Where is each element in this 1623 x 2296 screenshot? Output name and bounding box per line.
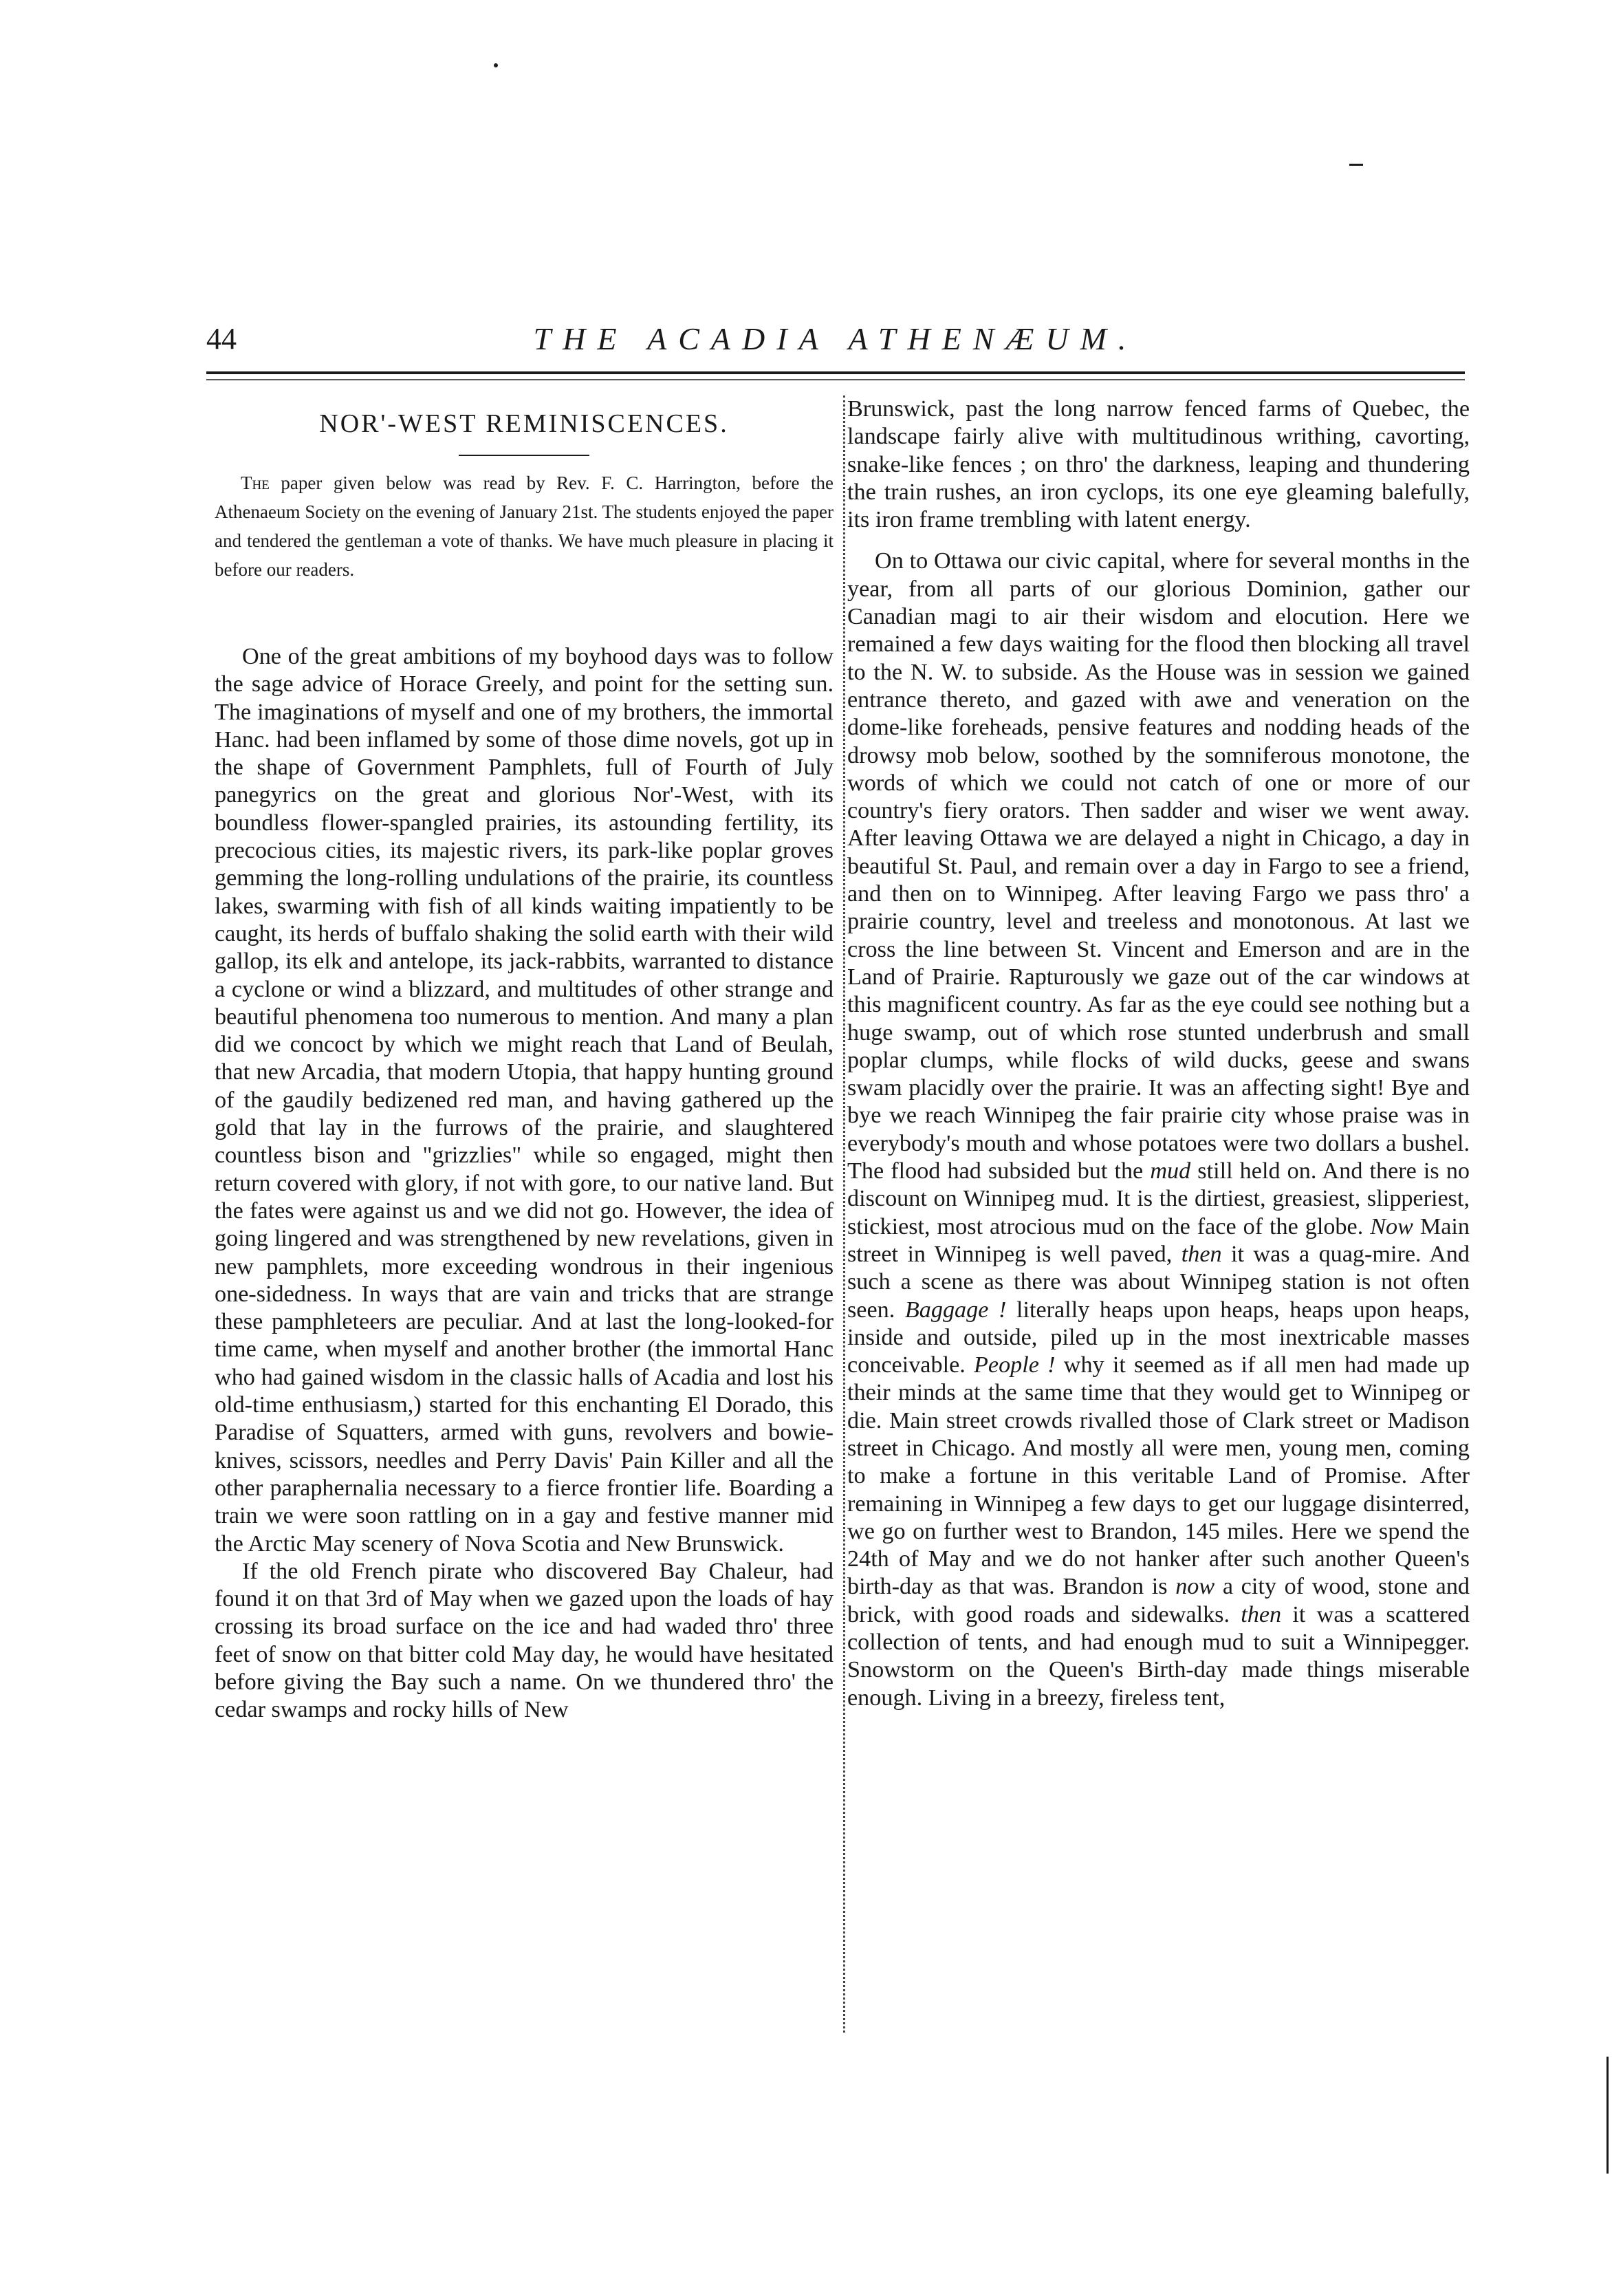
italic-word: now bbox=[1175, 1574, 1215, 1600]
italic-word: People ! bbox=[974, 1352, 1056, 1378]
scan-speck bbox=[1349, 164, 1363, 166]
italic-word: then bbox=[1241, 1601, 1282, 1627]
text-run: still held on. And there is no discount on Winnipeg mud. It is the dirtiest, greasiest, slipperiest, stickiest, most atrocious mud on the face of the globe. bbox=[847, 1158, 1470, 1239]
right-column bbox=[847, 396, 1470, 1712]
italic-word: Baggage ! bbox=[904, 1297, 1007, 1323]
header-rule-thick bbox=[206, 371, 1465, 374]
paragraph bbox=[847, 548, 1470, 1711]
header-rule-thin bbox=[206, 379, 1465, 380]
text-run: it was a quag-mire. And such a scene as there was about Winnipeg station is not often seen. bbox=[847, 1241, 1470, 1323]
italic-word: then bbox=[1181, 1241, 1222, 1267]
scan-edge-mark bbox=[1606, 2057, 1609, 2174]
paragraph: Brunswick, past the long narrow fenced farms of Quebec, the landscape fairly alive with multitudinous writhing, cavorting, snake-like fences ; on thro' the darkness, leaping and thundering the train rushes, an iron cyclops, its one eye gleaming balefully, its iron frame trembling with latent energy. bbox=[847, 396, 1470, 533]
running-header bbox=[206, 322, 1465, 370]
paragraph: If the old French pirate who discovered Bay Chaleur, had found it on that 3rd of May when we gazed upon the loads of hay crossing its broad surface on the ice and had waded thro' three feet of snow on that bitter cold May day, he would have hesitated before giving the Bay such a name. On we thundered thro' the cedar swamps and rocky hills of New bbox=[215, 1558, 834, 1723]
paragraph: One of the great ambitions of my boyhood days was to follow the sage advice of Horace Greely, and point for the setting sun. The imaginations of myself and one of my brothers, the immortal Hanc. had been inflamed by some of those dime novels, got up in the shape of Government Pamphlets, full of Fourth of July panegyrics on the great and glorious Nor'-West, with its boundless flower-spangled prairies, its astounding fertility, its precocious cities, its majestic rivers, its park-like poplar groves gemming the long-rolling undulations of the prairie, its countless lakes, swarming with fish of all kinds waiting impatiently to be caught, its herds of buffalo shaking the solid earth with their wild gallop, its elk and antelope, its jack-rabbits, warranted to distance a cyclone or wind a blizzard, and multitudes of other strange and beautiful phenomena too numerous to mention. And many a plan did we concoct by which we might reach that Land of Beulah, that new Arcadia, that modern Utopia, that happy hunting ground of the gaudily bedizened red man, and having gathered up the gold that lay in the furrows of the prairie, and slaughtered countless bison and "grizzlies" while so engaged, might then return covered with glory, if not with gore, to our native land. But the fates were against us and we did not go. However, the idea of going lingered and was strengthened by new revelations, given in new pamphlets, more exceeding wondrous in their ingenious one-sidedness. In ways that are vain and tricks that are strange these pamphleteers are peculiar. And at last the long-looked-for time came, when myself and another brother (the immortal Hanc who had gained wisdom in the classic halls of Acadia and lost his old-time enthusiasm,) started for this enchanting El Dorado, this Paradise of Squatters, armed with guns, revolvers and bowie-knives, scissors, needles and Perry Davis' Pain Killer and all the other paraphernalia necessary to a fierce frontier life. Boarding a train we were soon rattling on in a gay and festive manner mid the Arctic May scenery of Nova Scotia and New Brunswick. bbox=[215, 644, 834, 1557]
article-title: NOR'-WEST REMINISCENCES. bbox=[319, 409, 729, 438]
text-run: a city of wood, stone and brick, with good roads and sidewalks. bbox=[847, 1574, 1470, 1627]
journal-title: THE ACADIA ATHENÆUM. bbox=[533, 321, 1138, 356]
italic-word: mud bbox=[1150, 1158, 1191, 1184]
intro-text: paper given below was read by Rev. F. C. Harrington, before the Athenaeum Society on the evening of January 21st. The students enjoyed the paper and tendered the gentleman a vote of thanks. We have much pleasure in placing it before our readers. bbox=[215, 473, 834, 580]
intro-lead: The bbox=[241, 473, 270, 493]
text-run: Main street in Winnipeg is well paved, bbox=[847, 1213, 1470, 1267]
page-number: 44 bbox=[206, 322, 237, 356]
column-divider bbox=[843, 396, 845, 2033]
article-intro bbox=[215, 468, 834, 584]
text-run: it was a scattered collection of tents, and had enough mud to suit a Winnipegger. Snowstorm on the Queen's Birth-day made things miserable enough. Living in a breezy, fireless tent, bbox=[847, 1601, 1470, 1711]
scan-speck bbox=[494, 63, 498, 67]
italic-word: Now bbox=[1370, 1213, 1413, 1239]
left-column bbox=[215, 396, 834, 1724]
text-run: On to Ottawa our civic capital, where for several months in the year, from all parts of our glorious Dominion, gather our Canadian magi to air their wisdom and elocution. Here we remained a few days waiting for the flood then blocking all travel to the N. W. to subside. As the House was in session we gained entrance thereto, and gazed with awe and veneration on the dome-like foreheads, pensive features and nodding heads of the drowsy mob below, soothed by the somniferous monotone, the words of which we could not catch of one or more of our country's fiery orators. Then sadder and wiser we went away. After leaving Ottawa we are delayed a night in Chicago, a day in beautiful St. Paul, and remain over a day in Fargo to see a friend, and then on to Winnipeg. After leaving Fargo we pass thro' a prairie country, level and treeless and monotonous. At last we cross the line between St. Vincent and Emerson and are in the Land of Prairie. Rapturously we gaze out of the car windows at this magnificent country. As far as the eye could see nothing but a huge swamp, out of which rose stunted underbrush and small poplar clumps, while flocks of wild ducks, geese and swans swam placidly over the prairie. It was an affecting sight! Bye and bye we reach Winnipeg the fair prairie city whose praise was in everybody's mouth and whose potatoes were two dollars a bushel. The flood had subsided but the bbox=[847, 548, 1470, 1184]
title-rule bbox=[459, 455, 589, 456]
text-run: literally heaps upon heaps, heaps upon heaps, inside and outside, piled up in the most inextricable masses conceivable. bbox=[847, 1297, 1470, 1378]
text-run: why it seemed as if all men had made up their minds at the same time that they would get to Winnipeg or die. Main street crowds rivalled those of Clark street or Madison street in Chicago. And mostly all were men, young men, coming to make a fortune in this veritable Land of Promise. After remaining in Winnipeg a few days to get our luggage disinterred, we go on further west to Brandon, 145 miles. Here we spend the 24th of May and we do not hanker after such another Queen's birth-day as that was. Brandon is bbox=[847, 1352, 1470, 1600]
